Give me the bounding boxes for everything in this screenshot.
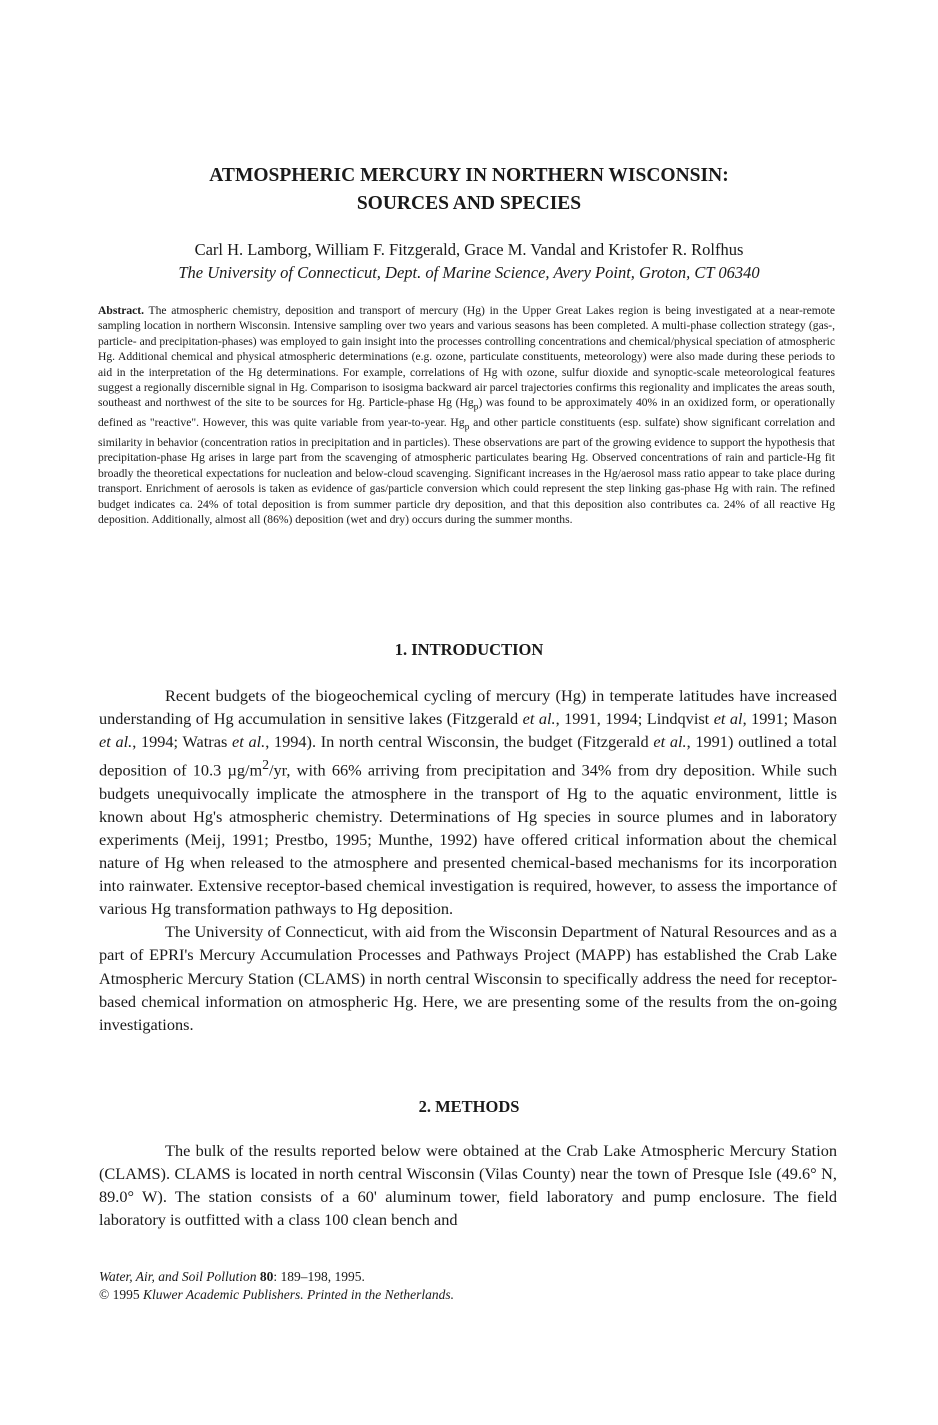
- introduction-paragraph-2: The University of Connecticut, with aid from the Wisconsin Department of Natural Resources and as a part of EPRI's Mercury Accumulation Processes and Pathways Project (MAPP) has established the Crab Lake Atmospheric Mercury Station (CLAMS) in north central Wisconsin to specifically address the need for receptor-based chemical information on atmospheric Hg. Here, we are presenting some of the results from the on-going investigations.: [99, 922, 837, 1034]
- abstract-subscript-1: p: [473, 401, 479, 413]
- journal-citation: [99, 1268, 699, 1286]
- intro-etal-5: et al.: [653, 732, 687, 752]
- methods-paragraph-1: The bulk of the results reported below were obtained at the Crab Lake Atmospheric Mercury Station (CLAMS). CLAMS is located in north central Wisconsin (Vilas County) near the town of Presque Isle (49.6° N, 89.0° W). The station consists of a 60' aluminum tower, field laboratory and pump enclosure. The field laboratory is outfitted with a class 100 clean bench and: [99, 1141, 837, 1230]
- section-heading-introduction: 1. INTRODUCTION: [394, 640, 544, 659]
- intro-text-a: Recent budgets of the biogeochemical cycling of mercury (Hg) in temperate latitudes have increased understanding of Hg accumulation in sensitive lakes (Fitzgerald: [99, 686, 837, 729]
- copyright-line: [99, 1286, 699, 1304]
- intro-etal-1: et al.: [522, 709, 556, 729]
- journal-pages: : 189–198, 1995.: [273, 1269, 365, 1284]
- journal-volume: 80: [256, 1269, 274, 1284]
- intro-text-b: , 1991, 1994; Lindqvist: [555, 709, 714, 729]
- abstract-text-3: and other particle constituents (esp. sulfate) show significant correlation and similarity in behavior (concentration ratios in precipitation and in particles). These observations are part of the growing evidence to support the hypothesis that precipitation-phase Hg arises in large part from the scavenging of atmospheric particulates bearing Hg. Observed concentrations of rain and particle-Hg fit broadly the theoretical expectations for nucleation and below-cloud scavenging. Significant increases in the Hg/aerosol mass ratio appear to take place during transport. Enrichment of aerosols is taken as evidence of gas/particle conversion which could represent the step linking gas-phase Hg with rain. The refined budget indicates ca. 24% of total deposition is from summer particle dry deposition, and that this deposition also contributes ca. 24% of all reactive Hg deposition. Additionally, almost all (86%) deposition (wet and dry) occurs during the summer months.: [98, 416, 836, 526]
- intro-text-f: , 1991) outlined a total deposition of 10.3 µg/m: [99, 732, 838, 780]
- title-line-2: SOURCES AND SPECIES: [356, 193, 582, 214]
- abstract-text-1: The atmospheric chemistry, deposition and transport of mercury (Hg) in the Upper Great Lakes region is being investigated at a near-remote sampling location in northern Wisconsin. Intensive sampling over two years and various seasons has been completed. A multi-phase collection strategy (gas-, particle- and precipitation-phases) was employed to gain insight into the processes controlling concentrations and chemical/physical speciation of atmospheric Hg. Additional chemical and physical atmospheric determinations (e.g. ozone, particulate constituents, meteorology) were also made during these periods to aid in the interpretation of the Hg determinations. For example, correlations of Hg with ozone, sulfur dioxide and synoptic-scale meteorological features suggest a regionally discernible signal in Hg. Comparison to isosigma backward air parcel trajectories confirms this regionality and implicates the areas south, southeast and northwest of the site to be sources for Hg. Particle-phase Hg (Hg: [98, 304, 835, 410]
- intro-etal-2: et al: [713, 709, 743, 729]
- intro-etal-4: et al.: [232, 732, 266, 752]
- intro-text-c: , 1991; Mason: [742, 709, 837, 729]
- introduction-paragraph-1: [99, 684, 837, 920]
- introduction-body: [99, 684, 837, 1036]
- intro-text-d: , 1994; Watras: [132, 732, 232, 752]
- abstract-text-2: ) was found to be approximately 40% in an oxidized form, or operationally defined as "reactive". However, this was quite variable from year-to-year. Hg: [98, 396, 835, 430]
- methods-body: [99, 1139, 837, 1231]
- intro-superscript: 2: [262, 757, 269, 773]
- paper-title: [100, 162, 838, 218]
- title-line-1: ATMOSPHERIC MERCURY IN NORTHERN WISCONSIN:: [209, 165, 729, 186]
- publisher-name: Kluwer Academic Publishers. Printed in the Netherlands.: [143, 1287, 454, 1302]
- copyright-year: © 1995: [99, 1287, 144, 1302]
- intro-etal-3: et al.: [99, 732, 133, 752]
- journal-name: Water, Air, and Soil Pollution: [99, 1269, 257, 1284]
- abstract-label: Abstract.: [98, 304, 145, 317]
- intro-text-g: /yr, with 66% arriving from precipitation and 34% from dry deposition. While such budgets unequivocally implicate the atmosphere in the transport of Hg to the aquatic environment, little is known about Hg's atmospheric chemistry. Determinations of Hg species in source plumes and in laboratory experiments (Meij, 1991; Prestbo, 1995; Munthe, 1992) have offered critical information about the chemical nature of Hg when released to the atmosphere and presented chemical-based mechanisms for its incorporation into rainwater. Extensive receptor-based chemical investigation is required, however, to assess the importance of various Hg transformation pathways to Hg deposition.: [99, 760, 838, 919]
- intro-text-e: , 1994). In north central Wisconsin, the budget (Fitzgerald: [265, 732, 654, 752]
- abstract: [98, 303, 835, 527]
- author-list: Carl H. Lamborg, William F. Fitzgerald, Grace M. Vandal and Kristofer R. Rolfhus: [194, 240, 744, 259]
- citation-footer: [99, 1268, 699, 1304]
- section-heading-methods: 2. METHODS: [418, 1097, 520, 1116]
- affiliation: The University of Connecticut, Dept. of Marine Science, Avery Point, Groton, CT 06340: [178, 263, 760, 282]
- abstract-subscript-2: p: [464, 421, 470, 433]
